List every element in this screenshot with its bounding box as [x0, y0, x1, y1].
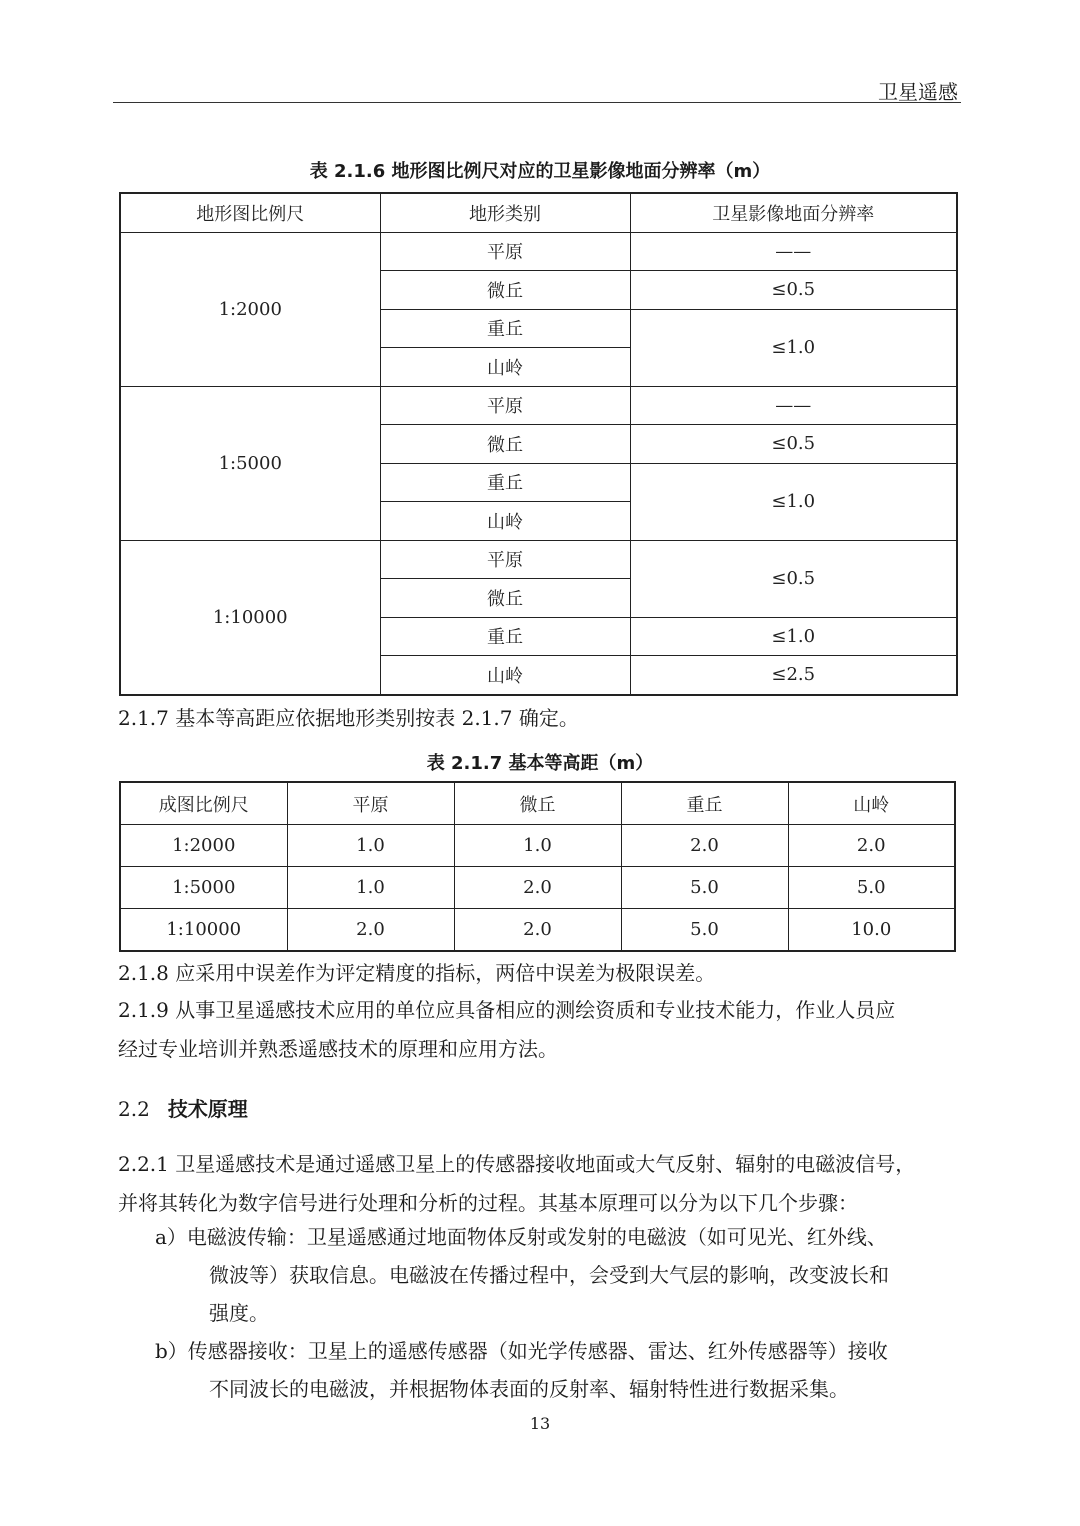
table-cell: 1:2000	[120, 825, 287, 867]
resolution-cell: ≤1.0	[630, 617, 957, 656]
table-row	[120, 909, 955, 952]
page-number: 13	[529, 1414, 551, 1433]
table-row	[120, 540, 957, 579]
resolution-table	[119, 192, 958, 696]
table-cell: 2.0	[621, 825, 788, 867]
table-cell: 1.0	[454, 825, 621, 867]
paragraph-line: 2.2.1 卫星遥感技术是通过遥感卫星上的传感器接收地面或大气反射、辐射的电磁波信号，	[118, 1152, 916, 1176]
terrain-cell: 微丘	[380, 425, 630, 464]
scale-cell: 1:10000	[120, 540, 380, 695]
section-number: 2.2	[118, 1097, 150, 1121]
list-item-line: a）电磁波传输：卫星遥感通过地面物体反射或发射的电磁波（如可见光、红外线、	[155, 1225, 887, 1249]
resolution-cell: ——	[630, 386, 957, 425]
table-row	[120, 386, 957, 425]
terrain-cell: 山岭	[380, 502, 630, 541]
table-row	[120, 825, 955, 867]
resolution-cell: ≤1.0	[630, 463, 957, 540]
resolution-cell: ≤0.5	[630, 540, 957, 617]
section-heading	[118, 1093, 248, 1122]
paragraph-2-1-8: 2.1.8 应采用中误差作为评定精度的指标，两倍中误差为极限误差。	[118, 961, 716, 985]
scale-cell: 1:5000	[120, 386, 380, 540]
table-cell: 1.0	[287, 825, 454, 867]
header-cell: 微丘	[454, 782, 621, 825]
table-cell: 5.0	[788, 867, 955, 909]
header-rule	[113, 102, 961, 103]
table-row	[120, 867, 955, 909]
header-cell: 平原	[287, 782, 454, 825]
header-cell: 卫星影像地面分辨率	[630, 193, 957, 232]
terrain-cell: 平原	[380, 540, 630, 579]
table-cell: 5.0	[621, 909, 788, 952]
resolution-cell: ≤0.5	[630, 425, 957, 464]
header-cell: 成图比例尺	[120, 782, 287, 825]
table-cell: 2.0	[287, 909, 454, 952]
table-cell: 10.0	[788, 909, 955, 952]
paragraph-2-2-1	[118, 1145, 960, 1223]
scale-cell: 1:2000	[120, 232, 380, 386]
paragraph-line: 经过专业培训并熟悉遥感技术的原理和应用方法。	[118, 1037, 558, 1061]
list-item-b	[155, 1332, 955, 1408]
table-cell: 2.0	[454, 909, 621, 952]
terrain-cell: 微丘	[380, 579, 630, 618]
table-header-row	[120, 193, 957, 232]
list-item-a	[155, 1218, 955, 1332]
terrain-cell: 山岭	[380, 656, 630, 695]
table-cell: 1.0	[287, 867, 454, 909]
terrain-cell: 平原	[380, 232, 630, 271]
running-header-title: 卫星遥感	[878, 80, 958, 104]
list-item-line: 微波等）获取信息。电磁波在传播过程中，会受到大气层的影响，改变波长和	[209, 1263, 889, 1287]
terrain-cell: 重丘	[380, 617, 630, 656]
terrain-cell: 山岭	[380, 348, 630, 387]
table-cell: 2.0	[454, 867, 621, 909]
terrain-cell: 平原	[380, 386, 630, 425]
table-2-caption: 表 2.1.7 基本等高距（m）	[426, 753, 654, 774]
table-header-row	[120, 782, 955, 825]
table-cell: 2.0	[788, 825, 955, 867]
header-cell: 地形图比例尺	[120, 193, 380, 232]
resolution-cell: ≤0.5	[630, 271, 957, 310]
table-1-caption: 表 2.1.6 地形图比例尺对应的卫星影像地面分辨率（m）	[309, 161, 771, 182]
header-cell: 重丘	[621, 782, 788, 825]
paragraph-line: 2.1.9 从事卫星遥感技术应用的单位应具备相应的测绘资质和专业技术能力，作业人员应	[118, 998, 896, 1022]
terrain-cell: 重丘	[380, 463, 630, 502]
section-title: 技术原理	[167, 1097, 248, 1121]
resolution-cell: ≤1.0	[630, 309, 957, 386]
table-cell: 1:5000	[120, 867, 287, 909]
paragraph-2-1-9	[118, 991, 960, 1069]
terrain-cell: 重丘	[380, 309, 630, 348]
table-row	[120, 232, 957, 271]
list-item-line: 不同波长的电磁波，并根据物体表面的反射率、辐射特性进行数据采集。	[209, 1377, 849, 1401]
table-cell: 5.0	[621, 867, 788, 909]
table-cell: 1:10000	[120, 909, 287, 952]
header-cell: 山岭	[788, 782, 955, 825]
header-cell: 地形类别	[380, 193, 630, 232]
resolution-cell: ≤2.5	[630, 656, 957, 695]
list-item-line: 强度。	[209, 1301, 269, 1325]
resolution-cell: ——	[630, 232, 957, 271]
contour-interval-table	[119, 781, 956, 952]
paragraph-line: 并将其转化为数字信号进行处理和分析的过程。其基本原理可以分为以下几个步骤：	[118, 1191, 858, 1215]
paragraph-2-1-7: 2.1.7 基本等高距应依据地形类别按表 2.1.7 确定。	[118, 706, 579, 730]
list-item-line: b）传感器接收：卫星上的遥感传感器（如光学传感器、雷达、红外传感器等）接收	[155, 1339, 888, 1363]
terrain-cell: 微丘	[380, 271, 630, 310]
